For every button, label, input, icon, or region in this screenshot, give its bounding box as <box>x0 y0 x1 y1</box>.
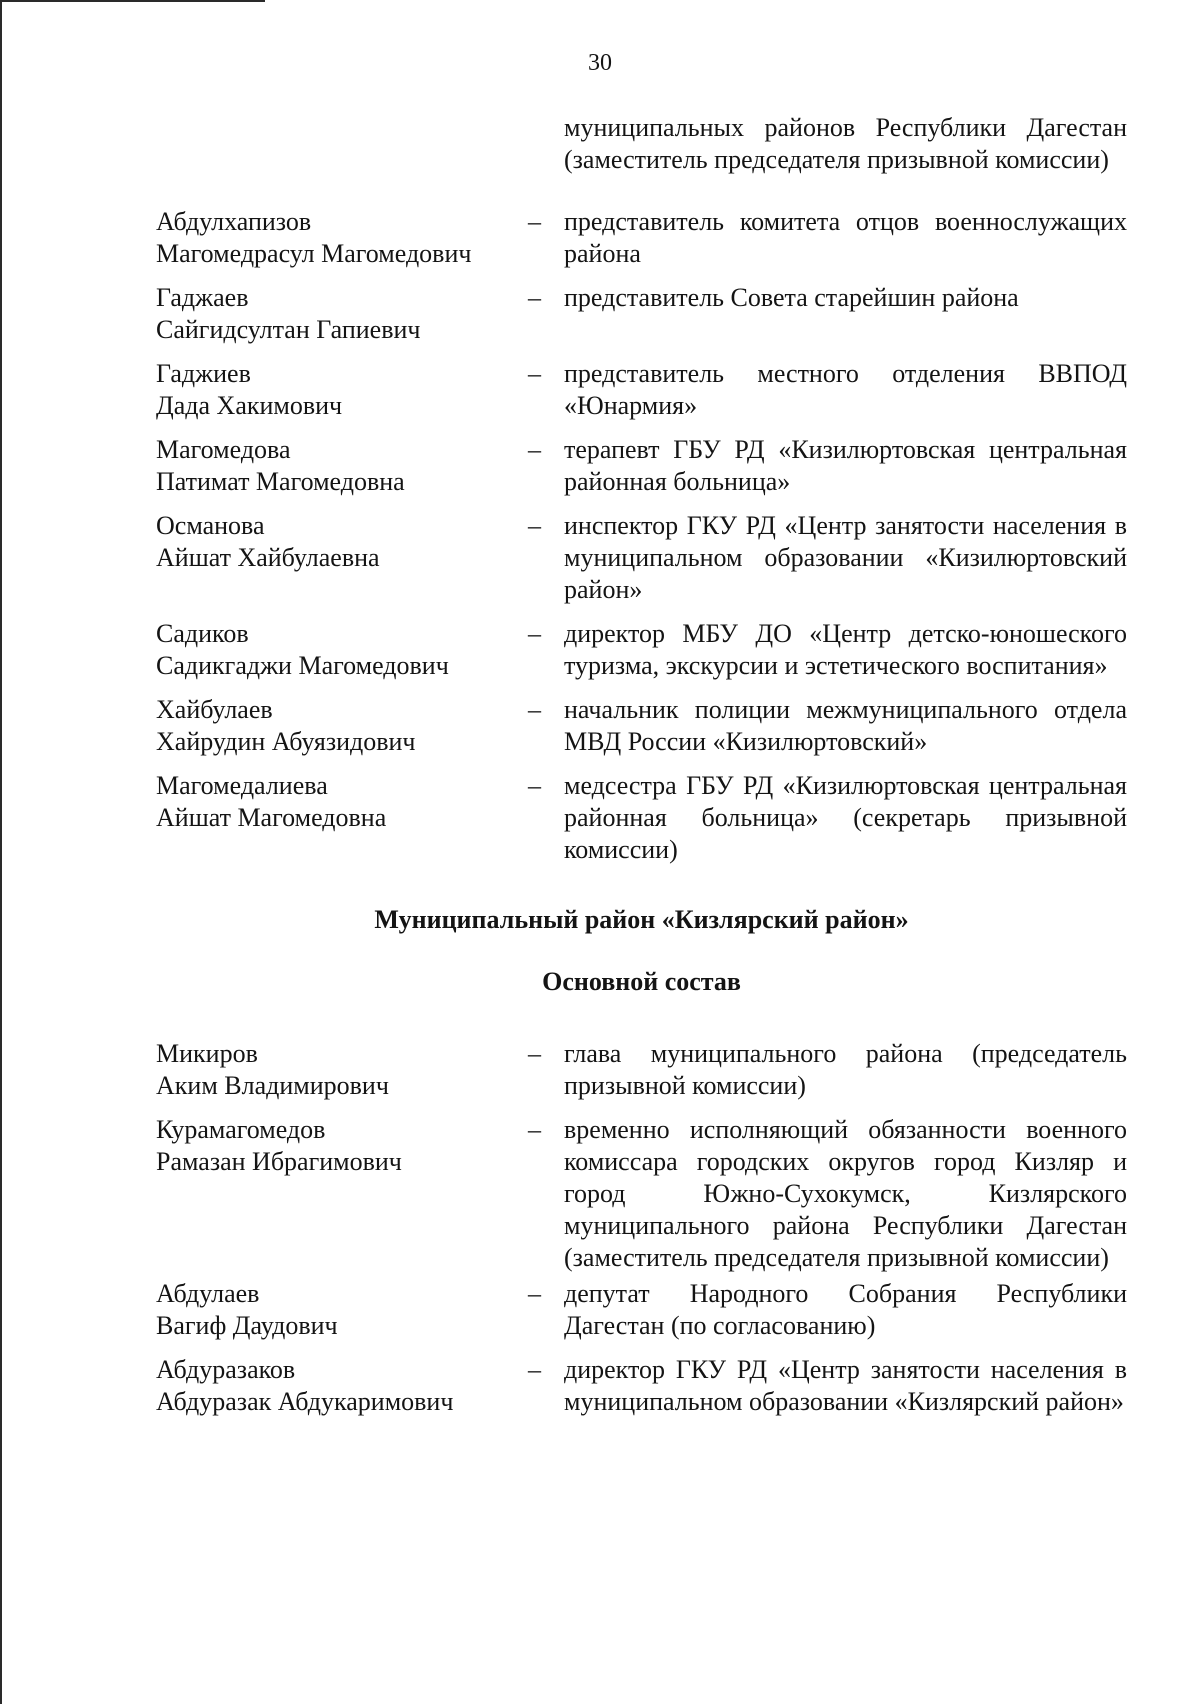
member-given-name: Вагиф Даудович <box>156 1311 338 1340</box>
section-subtitle: Основной состав <box>542 967 741 996</box>
member-description: депутат Народного Собрания Республики Дагестан (по согласованию) <box>564 1279 1127 1340</box>
member-row <box>156 510 1127 606</box>
member-given-name: Рамазан Ибрагимович <box>156 1147 402 1176</box>
member-surname: Абдулаев <box>156 1279 260 1308</box>
member-row <box>156 206 1127 270</box>
member-dash: – <box>528 283 541 312</box>
member-row <box>156 1354 1127 1418</box>
member-given-name: Патимат Магомедовна <box>156 467 405 496</box>
member-surname: Гаджиев <box>156 359 251 388</box>
member-name <box>156 282 528 346</box>
member-dash: – <box>528 511 541 540</box>
member-row <box>156 770 1127 866</box>
member-name <box>156 510 528 606</box>
member-description: терапевт ГБУ РД «Кизилюртовская центральная районная больница» <box>564 435 1127 496</box>
member-name <box>156 1038 528 1102</box>
member-dash: – <box>528 619 541 648</box>
member-description: глава муниципального района (председатель призывной комиссии) <box>564 1039 1127 1100</box>
member-name <box>156 1114 528 1274</box>
member-dash: – <box>528 1279 541 1308</box>
member-surname: Хайбулаев <box>156 695 273 724</box>
member-description: временно исполняющий обязанности военного комиссара городских округов город Кизляр и город Южно-Сухокумск, Кизлярского муниципального района Республики Дагестан (заместитель председателя призывной комиссии) <box>564 1115 1127 1272</box>
member-name <box>156 1354 528 1418</box>
member-dash: – <box>528 695 541 724</box>
member-dash: – <box>528 435 541 464</box>
member-description: представитель комитета отцов военнослужащих района <box>564 207 1127 268</box>
page-number: 30 <box>588 50 612 76</box>
member-description: представитель местного отделения ВВПОД «Юнармия» <box>564 359 1127 420</box>
member-dash: – <box>528 771 541 800</box>
member-row <box>156 694 1127 758</box>
member-row <box>156 1114 1127 1274</box>
member-dash: – <box>528 1039 541 1068</box>
member-name <box>156 1278 528 1342</box>
member-surname: Курамагомедов <box>156 1115 326 1144</box>
member-given-name: Сайгидсултан Гапиевич <box>156 315 421 344</box>
member-given-name: Айшат Хайбулаевна <box>156 543 380 572</box>
member-given-name: Айшат Магомедовна <box>156 803 387 832</box>
member-row <box>156 618 1127 682</box>
section-title: Муниципальный район «Кизлярский район» <box>374 905 909 934</box>
member-description: медсестра ГБУ РД «Кизилюртовская центральная районная больница» (секретарь призывной комиссии) <box>564 771 1127 864</box>
member-dash: – <box>528 1115 541 1144</box>
member-row <box>156 282 1127 346</box>
member-dash: – <box>528 207 541 236</box>
member-surname: Магомедалиева <box>156 771 328 800</box>
scan-edge-top <box>0 0 265 2</box>
member-name <box>156 694 528 758</box>
member-name <box>156 770 528 866</box>
member-description: директор ГКУ РД «Центр занятости населения в муниципальном образовании «Кизлярский район» <box>564 1355 1127 1416</box>
member-surname: Микиров <box>156 1039 258 1068</box>
member-surname: Абдулхапизов <box>156 207 312 236</box>
member-given-name: Садикгаджи Магомедович <box>156 651 449 680</box>
member-description: начальник полиции межмуниципального отдела МВД России «Кизилюртовский» <box>564 695 1127 756</box>
member-name <box>156 434 528 498</box>
member-given-name: Магомедрасул Магомедович <box>156 239 472 268</box>
scan-edge-left <box>0 0 2 1704</box>
member-surname: Магомедова <box>156 435 291 464</box>
member-given-name: Хайрудин Абуязидович <box>156 727 416 756</box>
member-description: директор МБУ ДО «Центр детско-юношеского туризма, экскурсии и эстетического воспитания» <box>564 619 1127 680</box>
member-dash: – <box>528 1355 541 1384</box>
member-given-name: Аким Владимирович <box>156 1071 389 1100</box>
member-surname: Османова <box>156 511 265 540</box>
member-given-name: Абдуразак Абдукаримович <box>156 1387 454 1416</box>
member-surname: Садиков <box>156 619 249 648</box>
member-dash: – <box>528 359 541 388</box>
continuation-text: муниципальных районов Республики Дагестан (заместитель председателя призывной комиссии) <box>564 113 1127 174</box>
member-row <box>156 1278 1127 1342</box>
member-surname: Абдуразаков <box>156 1355 296 1384</box>
member-row <box>156 358 1127 422</box>
member-row <box>156 434 1127 498</box>
member-row <box>156 1038 1127 1102</box>
member-description: инспектор ГКУ РД «Центр занятости населения в муниципальном образовании «Кизилюртовский район» <box>564 511 1127 604</box>
member-description: представитель Совета старейшин района <box>564 283 1019 312</box>
document-body <box>156 112 1127 1418</box>
member-name <box>156 618 528 682</box>
member-given-name: Дада Хакимович <box>156 391 343 420</box>
member-surname: Гаджаев <box>156 283 249 312</box>
member-name <box>156 358 528 422</box>
member-name <box>156 206 528 270</box>
